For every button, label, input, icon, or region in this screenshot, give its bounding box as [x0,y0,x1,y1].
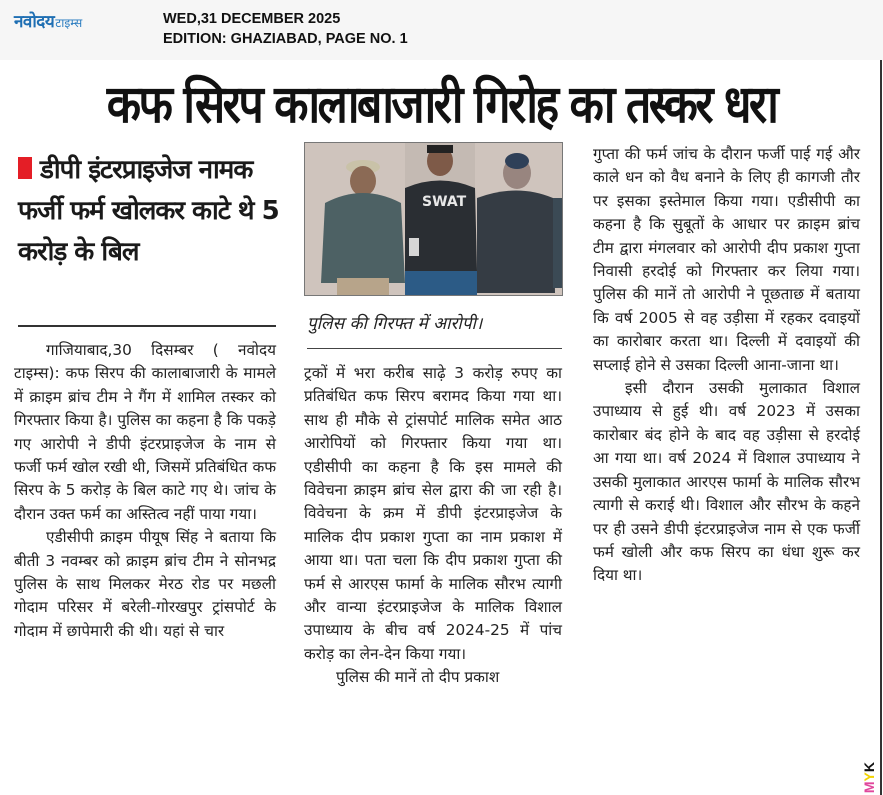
edition-info [163,9,408,49]
edition-date: WED,31 DECEMBER 2025 [163,11,341,27]
column-2-paragraph-1: ट्रकों में भरा करीब साढ़े 3 करोड़ रुपए का प्रतिबंधित कफ सिरप बरामद किया गया था। साथ ही मौके से ट्रांसपोर्ट मालिक समेत आठ आरोपियों को गिरफ्तार किया गया था। एडीसीपी का कहना है कि इस मामले की विवेचना क्राइम ब्रांच सेल द्वारा की जा रही है। विवेचना के क्रम में डीपी इंटरप्राइजेज के मालिक दीप प्रकाश गुप्ता का नाम प्रकाश में आया था। पता चला कि दीप प्रकाश गुप्ता की फर्म से आरएस फार्मा के मालिक सौरभ त्यागी और वान्या इंटरप्राइजेज के मालिक विशाल उपाध्याय के बीच वर्ष 2024-25 में पांच करोड़ का लेन-देन किया गया। [304,364,562,663]
article-column-1 [14,339,276,643]
registration-mark-magenta: M [861,781,877,794]
subhead-divider [18,325,276,327]
column-3-paragraph-2: इसी दौरान उसकी मुलाकात विशाल उपाध्याय से हुई थी। वर्ष 2023 में उसका कारोबार बंद होने के बाद वह उड़ीसा से हरदोई आ गया था। वर्ष 2024 में विशाल उपाध्याय ने उसकी मुलाकात आरएस फार्मा के मालिक सौरभ त्यागी से कराई थी। विशाल और सौरभ के कहने पर ही उसने डीपी इंटरप्राइजेज नाम से एक फर्जी फर्म खोली और कफ सिरप का धंधा शुरू कर दिया था। [593,379,860,585]
article-subhead [18,150,280,273]
newspaper-logo[interactable] [14,9,82,33]
column-2-paragraph-2: पुलिस की मानें तो दीप प्रकाश [336,668,500,687]
caption-divider [307,348,562,349]
red-square-bullet-icon [18,157,32,179]
edition-header-bar [0,0,883,60]
column-3-paragraph-1: गुप्ता की फर्म जांच के दौरान फर्जी पाई गई और काले धन को वैध बनाने के लिए ही कागजी तौर पर इसका इस्तेमाल किया गया। एडीसीपी का कहना है कि सुबूतों के आधार पर क्राइम ब्रांच टीम द्वारा मंगलवार को आरोपी दीप प्रकाश गुप्ता निवासी हरदोई को गिरफ्तार कर लिया गया। पुलिस की मानें तो आरोपी ने पूछताछ में बताया कि वर्ष 2005 से वह उड़ीसा में रहकर दवाइयों का कारोबार करता था। दिल्ली में दवाइयों की सप्लाई होने से उसका दिल्ली आना-जाना था। [593,145,860,374]
police-with-accused-photo-icon [305,143,563,296]
logo-wordmark: नवोदय [14,12,55,32]
article-photo[interactable] [304,142,563,296]
print-registration-marks [862,762,876,793]
page-edge-border [880,60,882,795]
subhead-text: डीपी इंटरप्राइजेज नामक फर्जी फर्म खोलकर काटे थे 5 करोड़ के बिल [18,155,279,267]
registration-mark-black: K [861,762,877,773]
logo-subtitle: टाइम्स [55,16,83,30]
article-headline: कफ सिरप कालाबाजारी गिरोह का तस्कर धरा [106,75,777,135]
column-1-paragraph-1: गाजियाबाद,30 दिसम्बर ( नवोदय टाइम्स): कफ सिरप की कालाबाजारी के मामले में क्राइम ब्रांच टीम ने गैंग में शामिल तस्कर को गिरफ्तार किया है। पुलिस का कहना है कि पकड़े गए आरोपी ने डीपी इंटरप्राइजेज के नाम से फर्जी फर्म खोल रखी थी, जिसमें प्रतिबंधित कफ सिरप के 5 करोड़ के बिल काटे गए थे। जांच के दौरान उक्त फर्म का अस्तित्व नहीं पाया गया। [14,341,276,523]
edition-page: EDITION: GHAZIABAD, PAGE NO. 1 [163,31,408,47]
registration-mark-yellow: Y [861,772,877,782]
article-column-3 [593,143,860,588]
photo-caption: पुलिस की गिरफ्त में आरोपी। [307,314,483,334]
svg-text:SWAT: SWAT [422,194,467,210]
column-1-paragraph-2: एडीसीपी क्राइम पीयूष सिंह ने बताया कि बीती 3 नवम्बर को क्राइम ब्रांच टीम ने सोनभद्र पुलिस के साथ मिलकर मेरठ रोड पर मछली गोदाम परिसर में बरेली-गोरखपुर ट्रांसपोर्ट के गोदाम में छापेमारी की थी। यहां से चार [14,528,276,640]
article-column-2 [304,362,562,690]
